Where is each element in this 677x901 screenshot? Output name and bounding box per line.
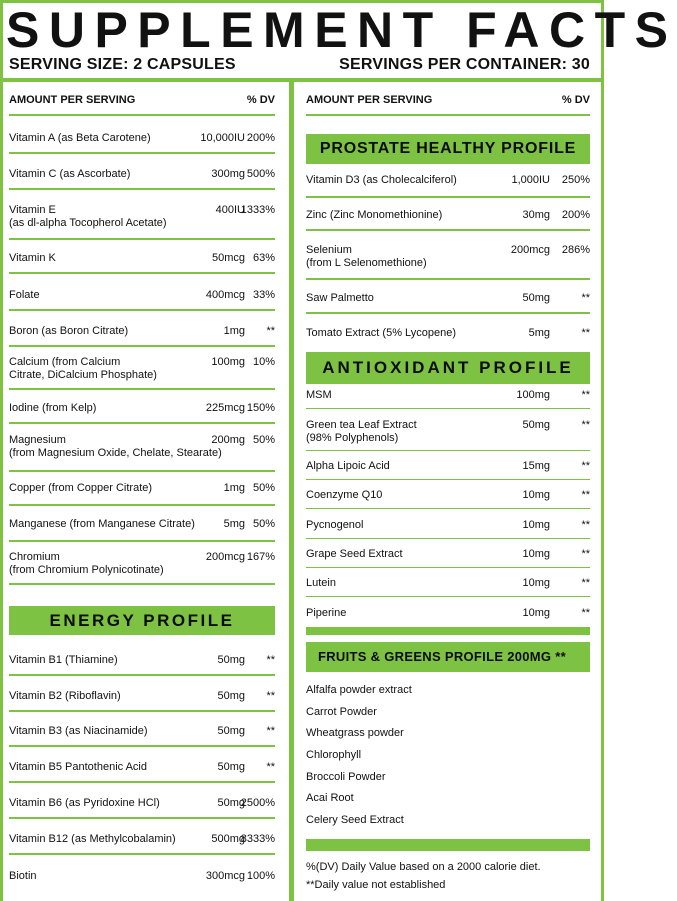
nutrient-row (9, 690, 275, 712)
fruit-ingredient: Broccoli Powder (306, 771, 386, 783)
nutrient-row (9, 551, 275, 585)
nutrient-name: Grape Seed Extract (306, 548, 403, 560)
nutrient-row (9, 518, 275, 542)
fruit-ingredient: Chlorophyll (306, 749, 362, 761)
fruit-ingredient: Acai Root (306, 792, 354, 804)
nutrient-row (9, 761, 275, 783)
nutrient-amount: 200mg (211, 434, 245, 446)
nutrient-name: Coenzyme Q10 (306, 489, 383, 501)
nutrient-name: Vitamin E (as dl-alpha Tocopherol Acetate) (9, 204, 167, 229)
nutrient-amount: 225mcg (205, 402, 245, 414)
nutrient-name: Piperine (306, 607, 347, 619)
nutrient-row (9, 252, 275, 274)
nutrient-name: Vitamin B6 (as Pyridoxine HCl) (9, 797, 160, 809)
nutrient-dv: 150% (246, 402, 275, 414)
nutrient-name: Selenium (from L Selenomethione) (306, 244, 427, 269)
nutrient-row (306, 607, 590, 625)
nutrient-name: Tomato Extract (5% Lycopene) (306, 327, 456, 339)
nutrient-amount: 500mg (211, 833, 245, 845)
nutrient-dv: 250% (561, 174, 590, 186)
nutrient-name: Vitamin B5 Pantothenic Acid (9, 761, 147, 773)
nutrient-dv: ** (266, 725, 275, 737)
nutrient-name: Magnesium (from Magnesium Oxide, Chelate, Stearate) (9, 434, 222, 459)
nutrient-name: Vitamin B2 (Riboflavin) (9, 690, 121, 702)
nutrient-name: Vitamin K (9, 252, 56, 264)
header-divider (3, 78, 601, 82)
nutrient-name: Vitamin B1 (Thiamine) (9, 654, 118, 666)
nutrient-dv: 50% (252, 434, 275, 446)
nutrient-amount: 10mg (522, 607, 550, 619)
fruits-greens-band: FRUITS & GREENS PROFILE 200MG ** (306, 642, 590, 672)
left-column-header (9, 94, 275, 106)
amount-per-serving-label: AMOUNT PER SERVING (306, 94, 433, 106)
nutrient-row (306, 209, 590, 231)
nutrient-amount: 50mg (217, 725, 245, 737)
nutrient-row (9, 833, 275, 855)
nutrient-row (306, 577, 590, 597)
nutrient-name: Green tea Leaf Extract (98% Polyphenols) (306, 419, 417, 444)
nutrient-amount: 1,000IU (511, 174, 550, 186)
nutrient-row (306, 327, 590, 349)
servings-per-container: SERVINGS PER CONTAINER: 30 (339, 56, 590, 73)
dv-footnote: %(DV) Daily Value based on a 2000 calorie diet. (306, 861, 541, 873)
nutrient-amount: 30mg (522, 209, 550, 221)
amount-per-serving-label: AMOUNT PER SERVING (9, 94, 136, 106)
nutrient-row (9, 870, 275, 892)
nutrient-name: Zinc (Zinc Monomethionine) (306, 209, 443, 221)
nutrient-row (306, 174, 590, 198)
nutrient-amount: 100mg (211, 356, 245, 368)
nutrient-amount: 10mg (522, 519, 550, 531)
nutrient-row (9, 654, 275, 676)
energy-profile-band: ENERGY PROFILE (9, 606, 275, 635)
nutrient-amount: 300mcg (205, 870, 245, 882)
not-established-footnote: **Daily value not established (306, 879, 446, 891)
prostate-profile-band: PROSTATE HEALTHY PROFILE (306, 134, 590, 164)
fruit-ingredient: Celery Seed Extract (306, 814, 404, 826)
nutrient-name: Chromium (from Chromium Polynicotinate) (9, 551, 164, 576)
nutrient-dv: 286% (561, 244, 590, 256)
dv-label: % DV (561, 94, 590, 106)
nutrient-amount: 5mg (528, 327, 550, 339)
fruit-ingredient: Alfalfa powder extract (306, 684, 412, 696)
serving-size: SERVING SIZE: 2 CAPSULES (9, 56, 236, 73)
nutrient-name: Boron (as Boron Citrate) (9, 325, 129, 337)
nutrient-dv: 63% (252, 252, 275, 264)
nutrient-dv: ** (581, 577, 590, 589)
nutrient-dv: 33% (252, 289, 275, 301)
nutrient-dv: 10% (252, 356, 275, 368)
nutrient-row (306, 292, 590, 314)
left-header-rule (9, 114, 275, 116)
nutrient-amount: 200mcg (510, 244, 550, 256)
fruit-ingredient: Wheatgrass powder (306, 727, 404, 739)
nutrient-dv: 500% (246, 168, 275, 180)
nutrient-dv: ** (581, 607, 590, 619)
nutrient-amount: 10mg (522, 548, 550, 560)
nutrient-dv: ** (581, 419, 590, 431)
footnote-divider-band (306, 839, 590, 851)
nutrient-name: Copper (from Copper Citrate) (9, 482, 153, 494)
nutrient-row (306, 244, 590, 280)
nutrient-dv: ** (266, 761, 275, 773)
nutrient-amount: 50mcg (211, 252, 245, 264)
supplement-facts-title: SUPPLEMENT FACTS (6, 2, 677, 58)
nutrient-amount: 50mg (217, 761, 245, 773)
nutrient-row (9, 725, 275, 747)
nutrient-dv: ** (581, 519, 590, 531)
nutrient-name: Folate (9, 289, 40, 301)
nutrient-name: Manganese (from Manganese Citrate) (9, 518, 195, 530)
nutrient-name: Calcium (from Calcium Citrate, DiCalcium Phosphate) (9, 356, 157, 381)
nutrient-amount: 100mg (516, 389, 550, 401)
nutrient-amount: 1mg (223, 482, 245, 494)
nutrient-row (9, 325, 275, 347)
nutrient-amount: 50mg (522, 292, 550, 304)
nutrient-name: Biotin (9, 870, 37, 882)
nutrient-row (9, 356, 275, 390)
nutrient-dv: 50% (252, 518, 275, 530)
nutrient-name: Iodine (from Kelp) (9, 402, 97, 414)
nutrient-amount: 10,000IU (200, 132, 245, 144)
nutrient-row (9, 168, 275, 190)
nutrient-amount: 1mg (223, 325, 245, 337)
nutrient-amount: 50mg (217, 654, 245, 666)
nutrient-row (306, 419, 590, 451)
nutrient-name: Saw Palmetto (306, 292, 374, 304)
nutrient-row (306, 548, 590, 568)
nutrient-amount: 50mg (522, 419, 550, 431)
nutrient-amount: 300mg (211, 168, 245, 180)
nutrient-dv: 8333% (240, 833, 275, 845)
nutrient-row (9, 402, 275, 424)
nutrient-name: Vitamin A (as Beta Carotene) (9, 132, 151, 144)
nutrient-dv: ** (266, 325, 275, 337)
nutrient-amount: 15mg (522, 460, 550, 472)
nutrient-dv: ** (266, 654, 275, 666)
nutrient-dv: ** (581, 327, 590, 339)
nutrient-name: Alpha Lipoic Acid (306, 460, 390, 472)
nutrient-name: Vitamin C (as Ascorbate) (9, 168, 131, 180)
nutrient-amount: 5mg (223, 518, 245, 530)
nutrient-dv: ** (266, 690, 275, 702)
nutrient-name: Vitamin D3 (as Cholecalciferol) (306, 174, 457, 186)
nutrient-dv: 167% (246, 551, 275, 563)
nutrient-row (9, 289, 275, 311)
nutrient-dv: ** (581, 548, 590, 560)
nutrient-row (9, 132, 275, 154)
nutrient-amount: 400mcg (205, 289, 245, 301)
nutrient-dv: 100% (246, 870, 275, 882)
antioxidant-profile-band: ANTIOXIDANT PROFILE (306, 352, 590, 384)
nutrient-row (306, 460, 590, 480)
nutrient-row (9, 204, 275, 240)
nutrient-dv: 50% (252, 482, 275, 494)
nutrient-name: Vitamin B12 (as Methylcobalamin) (9, 833, 176, 845)
fruit-ingredient: Carrot Powder (306, 706, 377, 718)
nutrient-row (9, 434, 275, 472)
nutrient-dv: 1333% (240, 204, 275, 216)
dv-label: % DV (246, 94, 275, 106)
section-divider-band (306, 627, 590, 635)
nutrient-amount: 200mcg (205, 551, 245, 563)
column-divider (289, 82, 294, 901)
nutrient-name: Lutein (306, 577, 336, 589)
nutrient-row (306, 389, 590, 409)
nutrient-amount: 50mg (217, 690, 245, 702)
nutrient-amount: 10mg (522, 489, 550, 501)
nutrient-amount: 400IU (215, 204, 245, 216)
right-header-rule (306, 114, 590, 116)
nutrient-dv: ** (581, 489, 590, 501)
right-column-header (306, 94, 590, 106)
nutrient-name: MSM (306, 389, 332, 401)
nutrient-dv: 200% (246, 132, 275, 144)
nutrient-dv: 200% (561, 209, 590, 221)
nutrient-dv: ** (581, 460, 590, 472)
nutrient-name: Pycnogenol (306, 519, 364, 531)
nutrient-amount: 50mg (217, 797, 245, 809)
nutrient-amount: 10mg (522, 577, 550, 589)
nutrient-dv: ** (581, 292, 590, 304)
nutrient-dv: ** (581, 389, 590, 401)
nutrient-row (306, 519, 590, 539)
nutrient-row (9, 482, 275, 506)
nutrient-row (9, 797, 275, 819)
nutrient-dv: 2500% (240, 797, 275, 809)
nutrient-name: Vitamin B3 (as Niacinamide) (9, 725, 148, 737)
nutrient-row (306, 489, 590, 509)
